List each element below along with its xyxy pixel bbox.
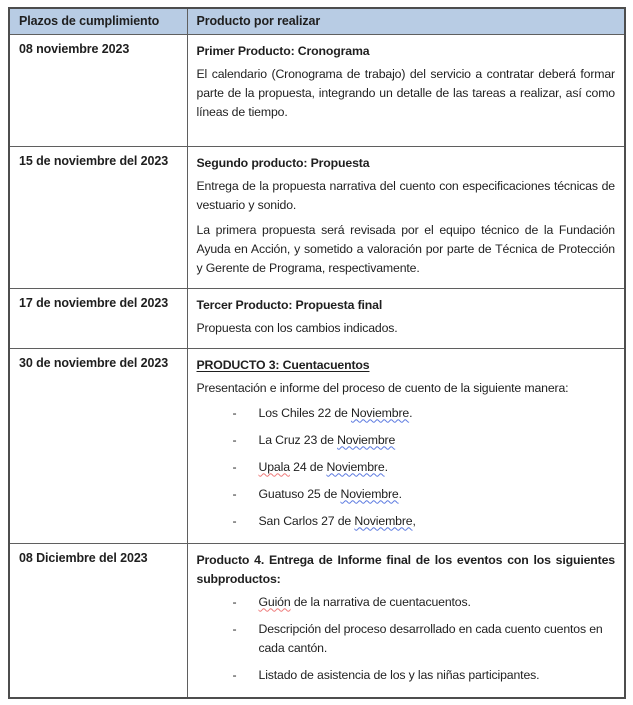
product-cell	[187, 288, 625, 348]
list-item-text	[259, 431, 396, 450]
dash-bullet: -	[232, 432, 237, 447]
dash-list	[197, 404, 616, 531]
dash-bullet: -	[232, 621, 237, 636]
list-item	[197, 620, 616, 658]
table-row	[9, 34, 625, 146]
deadline-cell: 17 de noviembre del 2023	[9, 288, 187, 348]
product-title: Tercer Producto: Propuesta final	[196, 297, 383, 312]
table-row	[9, 543, 625, 698]
list-item	[197, 666, 616, 685]
list-item-text	[259, 404, 413, 423]
product-paragraph: Presentación e informe del proceso de cuento de la siguiente manera:	[196, 380, 569, 395]
table-row	[9, 288, 625, 348]
dash-list	[197, 593, 616, 685]
product-paragraph: El calendario (Cronograma de trabajo) del servicio a contratar deberá formar parte de la propuesta, integrando un detalle de las tareas a realizar, así como líneas de tiempo.	[196, 66, 615, 119]
table-row	[9, 348, 625, 543]
product-paragraph: Propuesta con los cambios indicados.	[196, 320, 398, 335]
text-segment: 24 de	[289, 459, 327, 474]
dash-bullet: -	[232, 486, 237, 501]
list-item-text	[259, 485, 402, 504]
list-item	[197, 485, 616, 504]
dash-bullet: -	[232, 667, 237, 682]
text-segment: .	[384, 459, 388, 474]
list-item-text	[259, 666, 540, 685]
column-header-plazos: Plazos de cumplimiento	[9, 8, 187, 34]
table-body	[9, 34, 625, 698]
deadline-cell: 08 Diciembre del 2023	[9, 543, 187, 698]
column-header-producto: Producto por realizar	[187, 8, 625, 34]
text-segment: ,	[412, 513, 416, 528]
grammar-check-underline: Noviembre	[354, 513, 413, 528]
list-item	[197, 431, 616, 450]
text-segment: Descripción del proceso desarrollado en cada cuento cuentos en cada cantón.	[258, 621, 603, 655]
text-segment: Listado de asistencia de los y las niñas participantes.	[258, 667, 540, 682]
product-cell	[187, 34, 625, 146]
grammar-check-underline: Noviembre	[350, 405, 410, 420]
dash-bullet: -	[232, 459, 237, 474]
list-item	[197, 458, 616, 477]
list-item-text	[259, 512, 416, 531]
product-title: Producto 4. Entrega de Informe final de los eventos con los siguientes subproductos:	[196, 552, 615, 586]
product-paragraph: La primera propuesta será revisada por el equipo técnico de la Fundación Ayuda en Acción, y sometido a valoración por parte de Técnica de Protección y Gerente de Programa, respectivamente.	[196, 222, 615, 275]
table-header-row	[9, 8, 625, 34]
product-title: PRODUCTO 3: Cuentacuentos	[196, 357, 370, 372]
list-item	[197, 593, 616, 612]
product-cell	[187, 146, 625, 288]
deadline-cell: 15 de noviembre del 2023	[9, 146, 187, 288]
list-item-text	[259, 593, 471, 612]
text-segment: .	[409, 405, 413, 420]
table-row	[9, 146, 625, 288]
product-cell	[187, 543, 625, 698]
text-segment: .	[398, 486, 402, 501]
spell-check-underline: Upala	[258, 459, 290, 474]
list-item-text	[259, 458, 388, 477]
list-item	[197, 512, 616, 531]
list-item	[197, 404, 616, 423]
product-cell	[187, 348, 625, 543]
text-segment: de la narrativa de cuentacuentos.	[290, 594, 471, 609]
grammar-check-underline: Noviembre	[326, 459, 385, 474]
product-title: Segundo producto: Propuesta	[196, 155, 370, 170]
deadline-cell: 08 noviembre 2023	[9, 34, 187, 146]
product-title: Primer Producto: Cronograma	[196, 43, 370, 58]
deadline-cell: 30 de noviembre del 2023	[9, 348, 187, 543]
text-segment: San Carlos 27 de	[258, 513, 355, 528]
product-paragraph: Entrega de la propuesta narrativa del cuento con especificaciones técnicas de vestuario y sonido.	[196, 178, 615, 212]
grammar-check-underline: Noviembre	[340, 486, 399, 501]
dash-bullet: -	[232, 594, 237, 609]
deliverables-table	[8, 7, 626, 699]
text-segment: Guatuso 25 de	[258, 486, 341, 501]
dash-bullet: -	[232, 405, 237, 420]
list-item-text	[259, 620, 616, 658]
grammar-check-underline: Noviembre	[337, 432, 396, 447]
dash-bullet: -	[232, 513, 237, 528]
spell-check-underline: Guión	[258, 594, 291, 609]
text-segment: La Cruz 23 de	[258, 432, 338, 447]
text-segment: Los Chiles 22 de	[258, 405, 351, 420]
